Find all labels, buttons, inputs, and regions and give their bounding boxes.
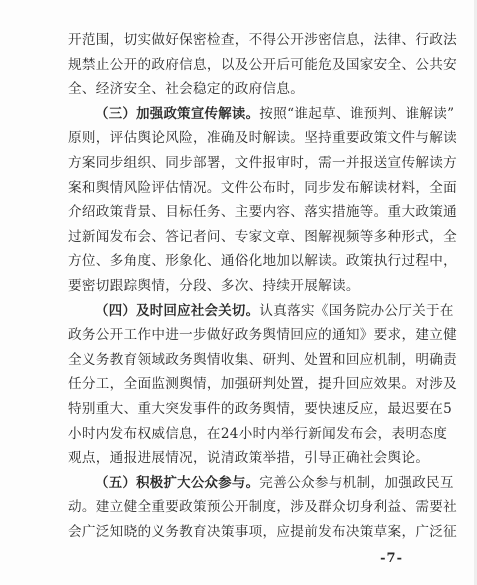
text-line: 全义务教育领域政务舆情收集、研判、处置和回应机制，明确责 bbox=[68, 351, 458, 368]
text-line: 案和舆情风险评估情况。文件公布时，同步发布解读材料，全面 bbox=[68, 179, 458, 196]
text-line: 规禁止公开的政府信息，以及公开后可能危及国家安全、公共安 bbox=[68, 56, 458, 73]
paragraph-first-line bbox=[68, 471, 454, 496]
text-line: 观点，通报进展情况，说清政策举措，引导正确社会舆论。 bbox=[68, 450, 430, 467]
text-line: 开范围，切实做好保密检查，不得公开涉密信息，法律、行政法 bbox=[68, 32, 458, 48]
text-line: 介绍政策背景、目标任务、主要内容、落实措施等。重大政策通 bbox=[68, 204, 458, 221]
text-run: 按照“谁起草、谁预判、谁解读” bbox=[259, 105, 455, 122]
text-line: 要密切跟踪舆情，分段、多次、持续开展解读。 bbox=[68, 277, 360, 294]
page-number: -7- bbox=[380, 551, 403, 566]
paragraph-first-line bbox=[68, 299, 454, 324]
text-line: 方位、多角度、形象化、通俗化地加以解读。政策执行过程中， bbox=[68, 253, 458, 270]
text-line: 过新闻发布会、答记者问、专家文章、图解视频等多种形式，全 bbox=[68, 228, 458, 245]
text-line: 特别重大、重大突发事件的政务舆情，要快速反应，最迟要在5 bbox=[68, 400, 453, 417]
text-line: 任分工，全面监测舆情，加强研判处置，提升回应效果。对涉及 bbox=[68, 376, 458, 393]
text-line: 动。建立健全重要政策预公开制度，涉及群众切身利益、需要社 bbox=[68, 499, 458, 516]
section-heading-5: （五）积极扩大公众参与。 bbox=[95, 475, 260, 491]
text-line: 全、经济安全、社会稳定的政府信息。 bbox=[68, 81, 305, 98]
section-heading-4: （四）及时回应社会关切。 bbox=[95, 303, 260, 319]
text-line: 会广泛知晓的义务教育决策事项，应提前发布决策草案，广泛征 bbox=[68, 523, 458, 540]
text-line: 政务公开工作中进一步做好政务舆情回应的通知》要求，建立健 bbox=[68, 327, 458, 344]
section-heading-3: （三）加强政策宣传解读。 bbox=[95, 106, 260, 122]
paragraph-first-line bbox=[68, 102, 455, 127]
text-run: 认真落实《国务院办公厅关于在 bbox=[259, 302, 454, 319]
text-line: 小时内发布权威信息，在24小时内举行新闻发布会，表明态度 bbox=[68, 425, 448, 442]
text-line: 原则，评估舆论风险，准确及时解读。坚持重要政策文件与解读 bbox=[68, 130, 458, 147]
body-text bbox=[68, 28, 458, 544]
text-run: 完善公众参与机制，加强政民互 bbox=[259, 474, 454, 491]
text-line: 方案同步组织、同步部署，文件报审时，需一并报送宣传解读方 bbox=[68, 154, 458, 171]
